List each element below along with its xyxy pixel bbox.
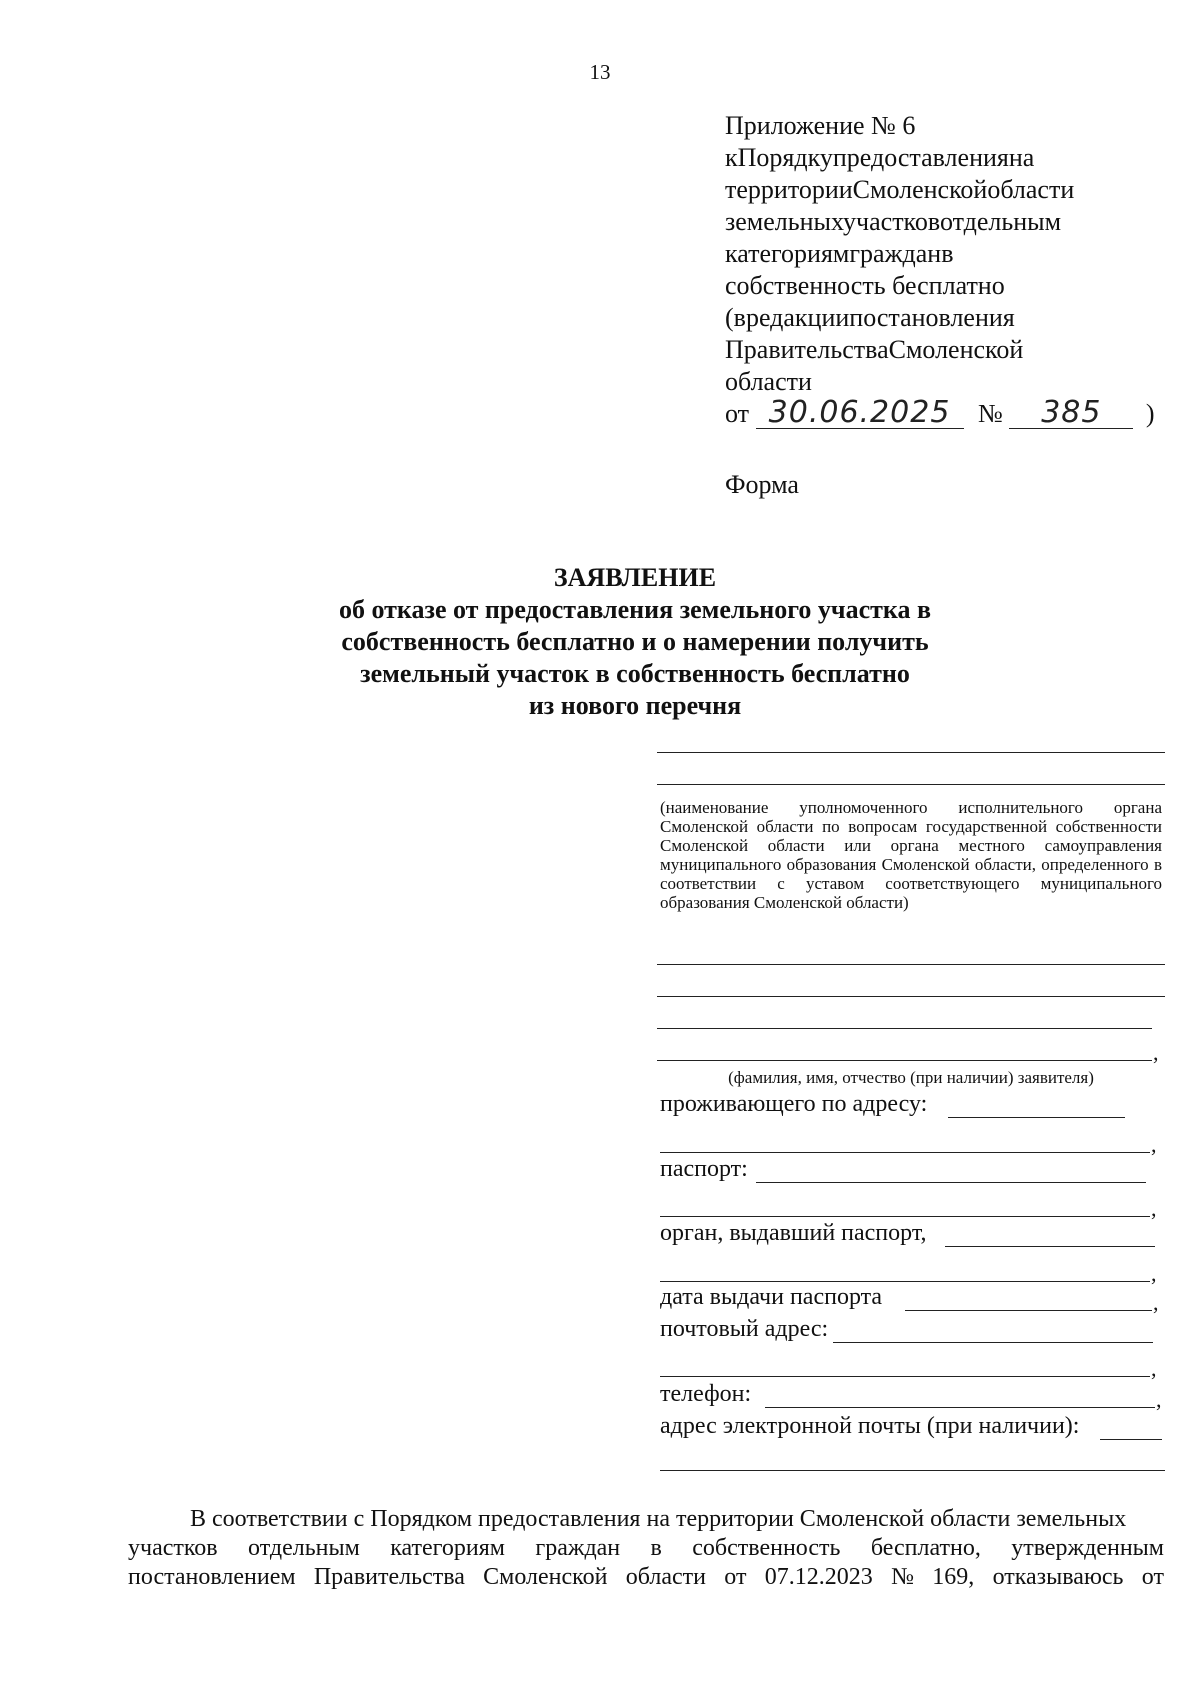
applicant-blank-line[interactable] (657, 964, 1165, 965)
heading-line: земельный участок в собственность бесплатно (360, 659, 910, 688)
postal-input-line[interactable] (660, 1376, 1150, 1377)
body-paragraph (128, 1505, 1164, 1592)
issuer-input-line[interactable] (945, 1246, 1155, 1247)
address-input-line[interactable] (948, 1117, 1125, 1118)
address-label: проживающего по адресу: (660, 1091, 928, 1117)
appendix-line: ПравительстваСмоленской (725, 335, 1024, 364)
appendix-line: категориямгражданв (725, 239, 954, 268)
appendix-line: (вредакциипостановления (725, 303, 1015, 332)
postal-label: почтовый адрес: (660, 1316, 829, 1342)
applicant-blank-line[interactable] (657, 996, 1165, 997)
form-label: Форма (725, 470, 799, 499)
body-line: В соответствии с Порядком предоставления на территории Смоленской области земельных (190, 1506, 1127, 1532)
phone-input-line[interactable] (765, 1407, 1155, 1408)
heading-line: об отказе от предоставления земельного участка в (338, 595, 932, 624)
address-input-line[interactable] (660, 1152, 1150, 1153)
appendix-title: Приложение № 6 (725, 111, 916, 140)
appendix-line: кПорядкупредоставленияна (725, 143, 1035, 172)
appendix-line: области (725, 367, 812, 396)
body-line: постановлением Правительства Смоленской области от 07.12.2023 № 169, отказываюсь от (128, 1564, 1164, 1590)
page-number: 13 (589, 60, 611, 84)
resolution-reference: от 30.06.2025 № 385 ) (725, 395, 1155, 430)
postal-input-line[interactable] (833, 1342, 1153, 1343)
authority-hint: (наименование уполномоченного исполнительного органа Смоленской области по вопросам государственной собственности Смоленской области или органа местного самоуправления муниципального образования Смоленской области, определенного в соответствии с уставом соответствующего муниципального образования Смоленской области) (660, 798, 1162, 912)
appendix-line: территорииСмоленскойобласти (725, 175, 1075, 204)
issue-date-input-line[interactable] (905, 1310, 1152, 1311)
email-input-line[interactable] (660, 1470, 1165, 1471)
applicant-blank-line[interactable] (657, 1028, 1152, 1029)
passport-input-line[interactable] (756, 1182, 1146, 1183)
appendix-line: собственность бесплатно (725, 271, 1005, 300)
passport-label: паспорт: (660, 1156, 748, 1182)
authority-blank-line[interactable] (657, 784, 1165, 785)
heading-line: собственность бесплатно и о намерении получить (341, 627, 929, 656)
appendix-block (725, 110, 1163, 430)
applicant-hint: (фамилия, имя, отчество (при наличии) заявителя) (728, 1068, 1094, 1087)
handwritten-number: 385 (1009, 398, 1133, 429)
heading-title: ЗАЯВЛЕНИЕ (553, 563, 717, 592)
passport-input-line[interactable] (660, 1216, 1150, 1217)
heading-line: из нового перечня (528, 691, 742, 720)
handwritten-date: 30.06.2025 (756, 398, 964, 429)
email-label: адрес электронной почты (при наличии): (660, 1413, 1080, 1439)
phone-label: телефон: (660, 1381, 752, 1407)
document-heading (0, 562, 1200, 722)
issue-date-label: дата выдачи паспорта (660, 1284, 883, 1310)
authority-blank-line[interactable] (657, 752, 1165, 753)
appendix-line: земельныхучастковотдельным (725, 207, 1062, 236)
body-line: участков отдельным категориям граждан в собственность бесплатно, утвержденным (128, 1535, 1164, 1561)
email-input-line[interactable] (1100, 1439, 1162, 1440)
issuer-input-line[interactable] (660, 1281, 1150, 1282)
issuer-label: орган, выдавший паспорт, (660, 1220, 927, 1246)
applicant-blank-line[interactable] (657, 1060, 1152, 1061)
